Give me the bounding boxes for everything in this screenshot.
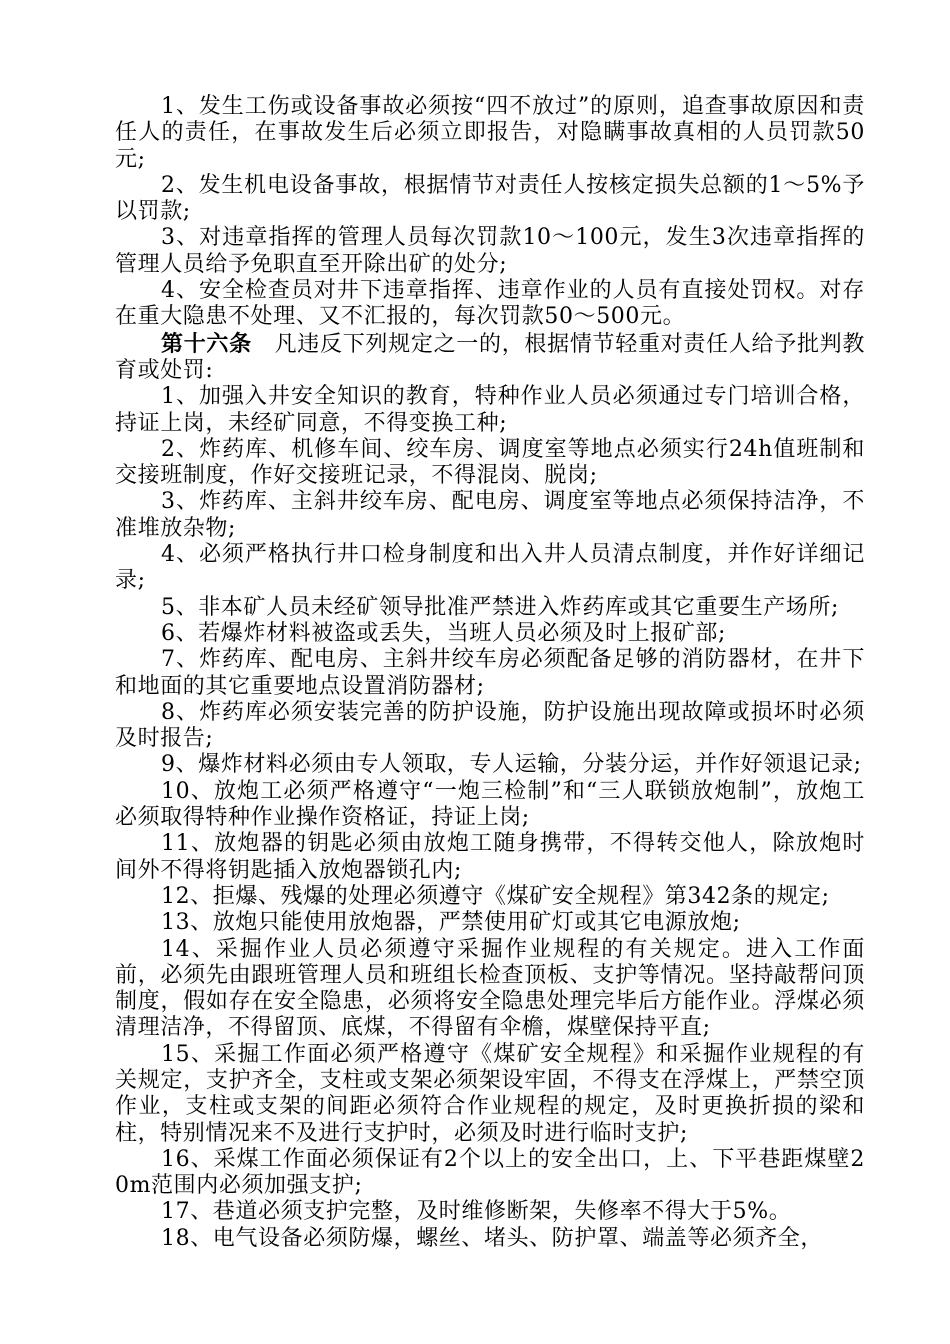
paragraph-text: 14、采掘作业人员必须遵守采掘作业规程的有关规定。进入工作面前，必须先由跟班管理人员和班组长检查顶板、支护等情况。坚持敲帮问顶制度，假如存在安全隐患，必须将安全隐患处理完毕后方能作业。浮煤必须清理洁净，不得留顶、底煤，不得留有伞檐，煤壁保持平直;	[115, 936, 865, 1041]
paragraph-text: 13、放炮只能使用放炮器，严禁使用矿灯或其它电源放炮;	[161, 910, 741, 936]
article-heading-paragraph	[115, 331, 865, 385]
paragraph-item-15	[115, 831, 865, 884]
paragraph-text: 11、放炮器的钥匙必须由放炮工随身携带，不得转交他人，除放炮时间外不得将钥匙插入放炮器锁孔内;	[115, 831, 865, 883]
document-body	[115, 94, 865, 1252]
paragraph-text: 2、发生机电设备事故，根据情节对责任人按核定损失总额的1～5%予以罚款;	[115, 172, 865, 225]
paragraph-text: 9、爆炸材料必须由专人领取，专人运输，分装分运，并作好领退记录;	[161, 752, 862, 778]
paragraph-item-11	[115, 647, 865, 700]
paragraph-item-8	[115, 542, 865, 595]
paragraph-item-6	[115, 437, 865, 490]
paragraph-text: 2、炸药库、机修车间、绞车房、调度室等地点必须实行24h值班制和交接班制度，作好交接班记录，不得混岗、脱岗;	[115, 436, 865, 489]
paragraph-item-14	[115, 779, 865, 832]
paragraph-text: 8、炸药库必须安装完善的防护设施，防护设施出现故障或损坏时必须及时报告;	[115, 699, 865, 752]
paragraph-text: 3、对违章指挥的管理人员每次罚款10～100元，发生3次违章指挥的管理人员给予免职直至开除出矿的处分;	[115, 225, 865, 277]
paragraph-item-2	[115, 173, 865, 226]
paragraph-text: 4、必须严格执行井口检身制度和出入井人员清点制度，并作好详细记录;	[115, 542, 865, 594]
paragraph-text: 16、采煤工作面必须保证有2个以上的安全出口，上、下平巷距煤壁20m范围内必须加强支护;	[115, 1146, 865, 1199]
article-number: 第十六条	[161, 330, 252, 357]
paragraph-text: 6、若爆炸材料被盗或丢失，当班人员必须及时上报矿部;	[161, 620, 727, 646]
paragraph-item-1	[115, 94, 865, 173]
paragraph-text: 5、非本矿人员未经矿领导批准严禁进入炸药库或其它重要生产场所;	[161, 594, 840, 620]
paragraph-text: 17、巷道必须支护完整，及时维修断架，失修率不得大于5%。	[161, 1199, 792, 1225]
paragraph-text: 10、放炮工必须严格遵守“一炮三检制”和“三人联锁放炮制”，放炮工必须取得特种作业操作资格证，持证上岗;	[115, 778, 865, 831]
paragraph-text: 1、发生工伤或设备事故必须按“四不放过”的原则，追查事故原因和责任人的责任，在事故发生后必须立即报告，对隐瞒事故真相的人员罚款50元;	[115, 94, 865, 172]
paragraph-item-5	[115, 384, 865, 437]
paragraph-text: 1、加强入井安全知识的教育，特种作业人员必须通过专门培训合格，持证上岗，未经矿同意，不得变换工种;	[115, 384, 865, 436]
paragraph-item-21	[115, 1199, 865, 1225]
paragraph-text: 4、安全检查员对井下违章指挥、违章作业的人员有直接处罚权。对存在重大隐患不处理、又不汇报的，每次罚款50～500元。	[115, 278, 865, 330]
paragraph-item-18	[115, 937, 865, 1042]
paragraph-text: 15、采掘工作面必须严格遵守《煤矿安全规程》和采掘作业规程的有关规定，支护齐全，支柱或支架必须架设牢固，不得支在浮煤上，严禁空顶作业，支柱或支架的间距必须符合作业规程的规定，及时更换折损的梁和柱，特别情况来不及进行支护时，必须及时进行临时支护;	[115, 1041, 865, 1146]
paragraph-text: 3、炸药库、主斜井绞车房、配电房、调度室等地点必须保持洁净，不准堆放杂物;	[115, 489, 865, 541]
paragraph-item-22	[115, 1226, 865, 1252]
paragraph-text: 凡违反下列规定之一的，根据情节轻重对责任人给予批判教育或处罚:	[115, 331, 865, 383]
paragraph-item-17	[115, 910, 865, 936]
paragraph-item-4	[115, 278, 865, 331]
paragraph-text: 7、炸药库、配电房、主斜井绞车房必须配备足够的消防器材，在井下和地面的其它重要地点设置消防器材;	[115, 647, 865, 699]
paragraph-item-9	[115, 595, 865, 621]
paragraph-item-20	[115, 1147, 865, 1200]
paragraph-text: 18、电气设备必须防爆，螺丝、堵头、防护罩、端盖等必须齐全，	[161, 1225, 823, 1251]
paragraph-item-19	[115, 1042, 865, 1147]
paragraph-item-13	[115, 752, 865, 778]
paragraph-item-12	[115, 700, 865, 753]
paragraph-item-7	[115, 489, 865, 542]
paragraph-item-16	[115, 884, 865, 910]
paragraph-item-3	[115, 225, 865, 278]
paragraph-item-10	[115, 621, 865, 647]
paragraph-text: 12、拒爆、残爆的处理必须遵守《煤矿安全规程》第342条的规定;	[161, 883, 830, 909]
